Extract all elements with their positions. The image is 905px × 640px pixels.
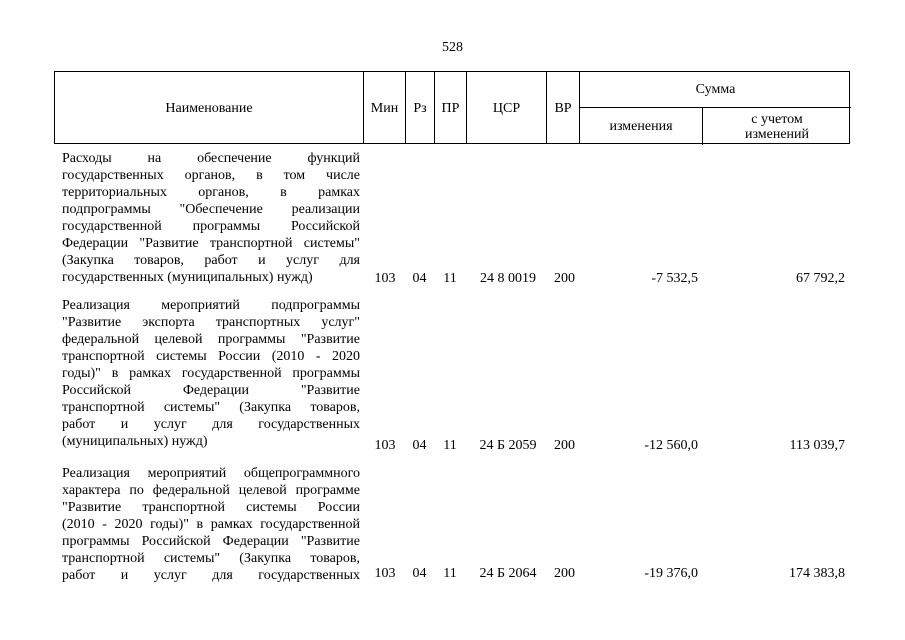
name-line: Российской Федерации "Развитие <box>62 383 360 398</box>
row-3-vr: 200 <box>554 566 575 581</box>
name-line: государственных органов, в том числе <box>62 168 360 183</box>
name-line: подпрограммы "Обеспечение реализации <box>62 202 360 217</box>
name-line: Реализация мероприятий общепрограммного <box>62 466 360 481</box>
name-line: государственных (муниципальных) нужд) <box>62 270 313 285</box>
row-3-min: 103 <box>374 566 396 581</box>
header-name: Наименование <box>165 101 253 116</box>
name-line: программы Российской Федерации "Развитие <box>62 534 360 549</box>
row-3-name <box>62 465 360 584</box>
name-line: (2010 - 2020 годы)" в рамках государственной <box>62 517 360 532</box>
name-line: государственной программы Российской <box>62 219 360 234</box>
row-3-csr: 24 Б 2064 <box>479 566 537 581</box>
name-line: Федерации "Развитие транспортной системы" <box>62 236 360 251</box>
name-line: работ и услуг для государственных <box>62 568 360 583</box>
name-line: характера по федеральной целевой программе <box>62 483 360 498</box>
row-1-min: 103 <box>374 271 396 286</box>
header-csr: ЦСР <box>492 101 521 116</box>
header-pr: ПР <box>441 101 460 116</box>
row-3-change: -19 376,0 <box>644 566 698 581</box>
row-2-rz: 04 <box>412 438 427 453</box>
row-3-total: 174 383,8 <box>789 566 845 581</box>
header-sum: Сумма <box>695 82 736 97</box>
header-rz: Рз <box>413 101 427 116</box>
row-2-pr: 11 <box>443 438 457 453</box>
row-1-rz: 04 <box>412 271 427 286</box>
row-2-min: 103 <box>374 438 396 453</box>
name-line: (Закупка товаров, работ и услуг для <box>62 253 360 268</box>
name-line: годы)" в рамках государственной программы <box>62 366 360 381</box>
name-line: Реализация мероприятий подпрограммы <box>62 298 360 313</box>
header-vr: ВР <box>554 101 572 116</box>
row-3-rz: 04 <box>412 566 427 581</box>
row-2-vr: 200 <box>554 438 575 453</box>
row-1-name <box>62 150 360 286</box>
name-line: Расходы на обеспечение функций <box>62 151 360 166</box>
row-1-total: 67 792,2 <box>796 271 845 286</box>
row-2-name <box>62 297 360 450</box>
header-change: изменения <box>609 119 673 134</box>
row-2-change: -12 560,0 <box>644 438 698 453</box>
row-2-total: 113 039,7 <box>789 438 845 453</box>
name-line: транспортной системы" (Закупка товаров, <box>62 551 360 566</box>
row-3-pr: 11 <box>443 566 457 581</box>
name-line: транспортной системы" (Закупка товаров, <box>62 400 360 415</box>
name-line: "Развитие транспортной системы России <box>62 500 360 515</box>
header-with-changes-line: с учетом <box>751 111 803 127</box>
page-number: 528 <box>442 40 463 55</box>
header-min: Мин <box>370 101 399 116</box>
header-with-changes-line: изменений <box>744 126 810 142</box>
row-1-change: -7 532,5 <box>651 271 698 286</box>
table-header <box>54 71 850 144</box>
name-line: "Развитие экспорта транспортных услуг" <box>62 315 360 330</box>
row-1-vr: 200 <box>554 271 575 286</box>
row-2-csr: 24 Б 2059 <box>479 438 537 453</box>
row-1-csr: 24 8 0019 <box>480 271 536 286</box>
name-line: территориальных органов, в рамках <box>62 185 360 200</box>
row-1-pr: 11 <box>443 271 457 286</box>
name-line: (муниципальных) нужд) <box>62 434 208 449</box>
name-line: федеральной целевой программы "Развитие <box>62 332 360 347</box>
name-line: транспортной системы России (2010 - 2020 <box>62 349 360 364</box>
header-with-changes <box>703 108 851 145</box>
name-line: работ и услуг для государственных <box>62 417 360 432</box>
